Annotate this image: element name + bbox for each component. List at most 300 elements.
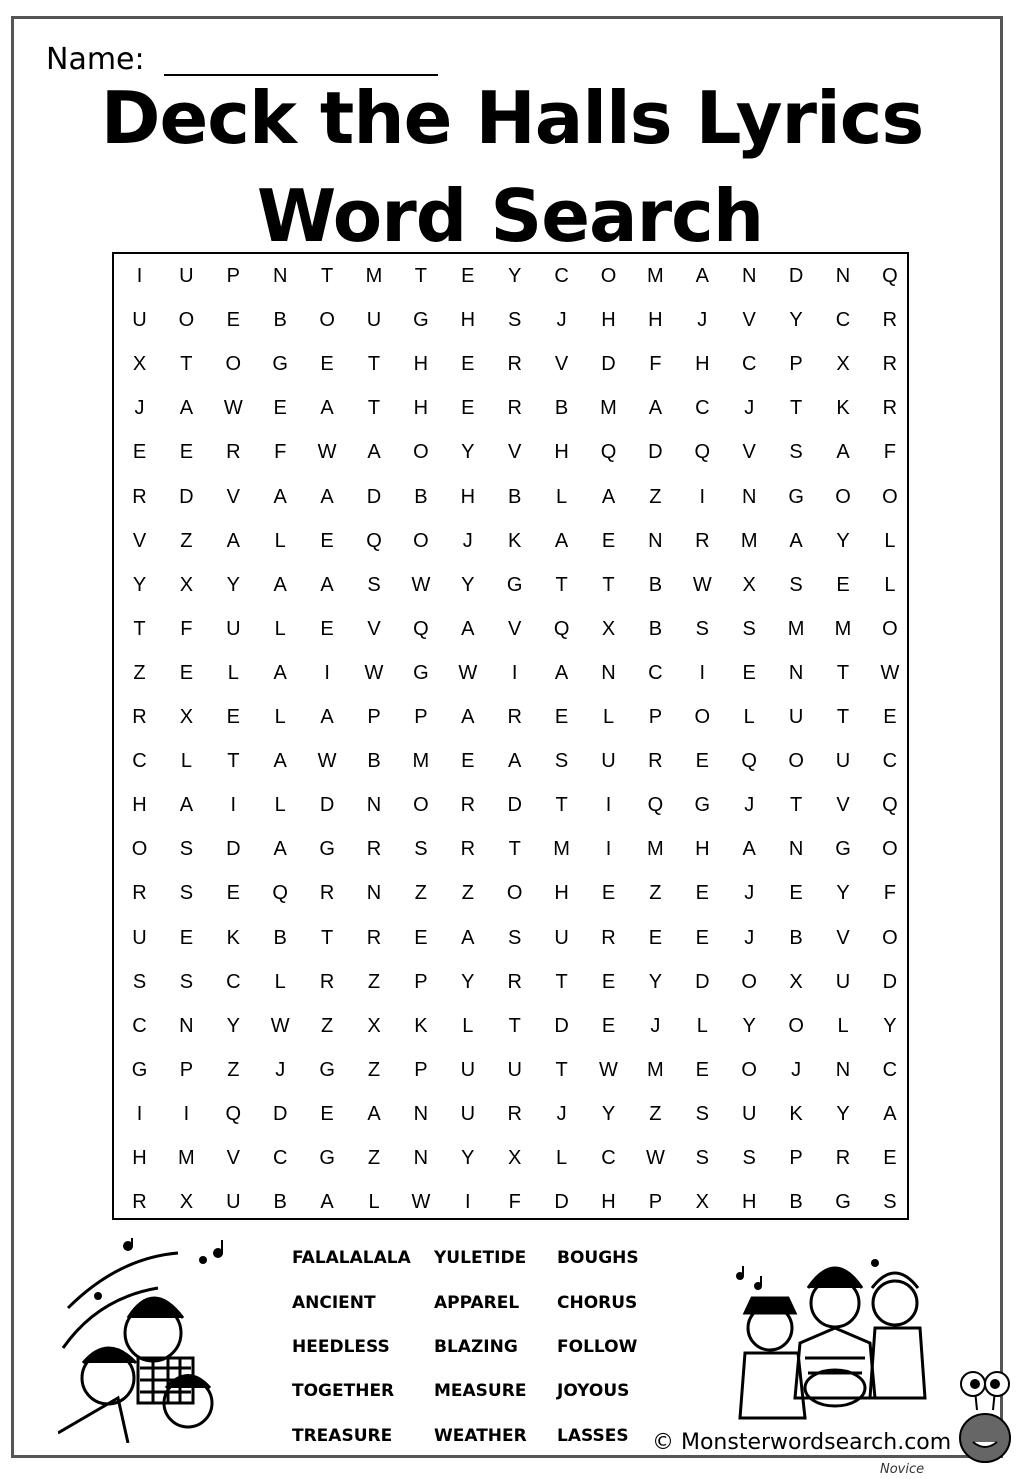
grid-letter: S [508,926,522,949]
grid-letter: W [411,1191,431,1214]
grid-letter: T [602,573,615,596]
word-list-item: LASSES [557,1426,629,1446]
grid-letter: L [462,1014,474,1037]
grid-letter: R [132,706,147,728]
grid-letter: J [744,794,755,817]
grid-letter: I [136,1102,143,1125]
grid-letter: V [226,485,240,508]
grid-letter: J [791,1058,802,1081]
grid-letter: G [131,1058,148,1081]
grid-letter: O [413,441,429,464]
grid-letter: D [366,485,382,508]
grid-letter: U [366,309,382,332]
grid-letter: L [274,617,286,640]
grid-letter: B [554,397,569,420]
grid-letter: Y [461,573,475,596]
grid-letter: O [506,882,523,905]
grid-letter: J [697,309,708,332]
grid-letter: U [226,1191,241,1214]
grid-letter: G [319,1147,335,1169]
copyright-footer: © Monsterwordsearch.com [652,1430,952,1455]
grid-letter: Z [133,661,146,684]
grid-letter: O [600,265,617,287]
grid-letter: J [462,529,473,552]
grid-letter: U [601,750,616,773]
grid-letter: U [132,926,147,949]
grid-letter: Q [882,265,898,287]
grid-letter: O [835,485,851,508]
grid-letter: P [414,970,428,993]
grid-letter: M [740,529,758,552]
grid-letter: D [788,265,804,287]
grid-letter: B [367,750,381,773]
grid-letter: Q [366,529,382,552]
grid-letter: I [605,794,612,817]
grid-letter: D [272,1102,288,1125]
grid-letter: N [788,661,804,684]
grid-letter: Y [836,529,850,552]
grid-letter: P [789,353,803,376]
grid-letter: E [695,882,709,905]
grid-letter: B [648,617,663,640]
grid-letter: L [837,1014,849,1037]
grid-letter: H [460,309,476,332]
grid-letter: O [788,750,804,773]
grid-letter: L [556,1147,568,1169]
grid-letter: S [695,617,709,640]
grid-letter: Y [648,970,663,993]
grid-letter: R [226,441,241,464]
grid-letter: Z [180,529,193,552]
grid-letter: B [508,485,522,508]
grid-letter: J [275,1058,286,1081]
grid-letter: Q [882,794,898,817]
grid-letter: L [884,529,896,552]
grid-letter: E [320,353,334,376]
grid-letter: O [225,353,242,376]
grid-letter: U [507,1058,522,1081]
grid-letter: R [882,353,898,376]
grid-letter: O [788,1014,804,1037]
grid-letter: N [788,838,804,861]
grid-letter: A [273,573,287,596]
grid-letter: T [320,926,334,949]
grid-letter: U [741,1102,757,1125]
grid-letter: J [744,882,755,905]
grid-letter: A [836,441,850,464]
grid-letter: A [367,1102,381,1125]
grid-letter: M [412,750,430,773]
grid-letter: K [226,926,240,949]
grid-letter: U [226,617,241,640]
grid-letter: J [556,309,567,332]
grid-letter: J [744,397,755,420]
grid-letter: A [508,750,522,773]
grid-letter: Y [836,882,850,905]
grid-letter: E [601,970,616,993]
grid-letter: X [789,970,803,993]
grid-letter: X [695,1191,709,1214]
grid-letter: T [836,661,850,684]
grid-letter: F [883,882,896,905]
grid-letter: U [788,706,804,728]
grid-letter: S [554,750,569,773]
grid-letter: V [742,441,756,464]
word-list-item: TREASURE [292,1426,393,1446]
grid-letter: Y [461,1147,475,1169]
grid-letter: E [695,750,709,773]
grid-letter: A [273,838,287,861]
grid-letter: K [414,1014,428,1037]
grid-letter: B [273,309,287,332]
grid-letter: Q [694,441,711,464]
grid-letter: S [789,573,803,596]
grid-letter: C [882,750,898,773]
grid-letter: M [647,838,664,861]
grid-letter: I [136,265,143,287]
grid-letter: Y [132,573,147,596]
grid-letter: H [132,1147,147,1169]
grid-letter: A [695,265,709,287]
grid-letter: Y [508,265,522,287]
grid-letter: S [179,970,194,993]
grid-letter: Y [601,1102,616,1125]
grid-letter: T [555,970,568,993]
grid-letter: Y [461,970,475,993]
word-list-item: BOUGHS [557,1248,639,1268]
grid-letter: N [648,529,663,552]
grid-letter: L [274,970,286,993]
grid-letter: A [554,661,569,684]
grid-letter: W [364,661,384,684]
grid-letter: T [789,397,803,420]
grid-letter: Z [227,1058,240,1081]
grid-letter: S [508,309,522,332]
grid-letter: E [601,1014,616,1037]
grid-letter: G [694,794,711,817]
grid-letter: C [132,1014,147,1037]
grid-letter: D [648,441,663,464]
grid-letter: U [132,309,147,332]
name-label: Name: [46,42,145,77]
grid-letter: E [226,706,240,728]
difficulty-level: Novice [880,1462,925,1477]
grid-letter: Z [649,485,662,508]
grid-letter: S [132,970,147,993]
grid-letter: D [319,794,335,817]
grid-letter: T [320,265,334,287]
grid-letter: A [320,397,334,420]
grid-letter: C [226,970,241,993]
grid-letter: N [741,485,757,508]
grid-letter: R [319,882,335,905]
grid-letter: E [461,265,475,287]
grid-letter: X [742,573,756,596]
grid-letter: A [273,485,287,508]
grid-letter: Y [789,309,803,332]
grid-letter: P [414,706,428,728]
grid-letter: X [836,353,850,376]
carolers-left-illustration [58,1238,233,1443]
grid-letter: N [413,1102,429,1125]
word-list-item: CHORUS [557,1293,638,1313]
grid-letter: E [601,529,616,552]
grid-letter: Y [742,1014,756,1037]
grid-letter: O [741,1058,757,1081]
word-list-item: FALALALALA [292,1248,411,1268]
grid-letter: I [699,485,706,508]
grid-letter: M [553,838,570,861]
grid-letter: T [555,794,568,817]
grid-letter: L [743,706,755,728]
grid-letter: A [883,1102,897,1125]
grid-letter: R [648,750,663,773]
grid-letter: Y [836,1102,850,1125]
grid-letter: L [180,750,192,773]
grid-letter: B [414,485,428,508]
grid-letter: R [882,309,898,332]
grid-letter: Q [600,441,617,464]
grid-letter: M [365,265,383,287]
grid-letter: V [554,353,569,376]
grid-letter: H [648,309,663,332]
word-list-item: WEATHER [434,1426,527,1446]
grid-letter: D [554,1014,569,1037]
grid-letter: L [274,794,286,817]
grid-letter: Q [225,1102,242,1125]
grid-letter: W [599,1058,618,1081]
grid-letter: K [836,397,850,420]
grid-letter: U [835,750,851,773]
grid-letter: R [132,1191,147,1214]
grid-letter: O [882,926,898,949]
grid-letter: Q [647,794,664,817]
grid-letter: B [273,926,287,949]
grid-letter: G [319,838,335,861]
grid-letter: A [226,529,240,552]
word-list-item: ANCIENT [292,1293,376,1313]
grid-letter: T [508,1014,521,1037]
grid-letter: C [835,309,851,332]
grid-letter: A [320,1191,334,1214]
grid-letter: P [648,706,663,728]
grid-letter: C [132,750,147,773]
grid-letter: O [882,617,898,640]
grid-letter: D [554,1191,569,1214]
grid-letter: Q [413,617,429,640]
grid-letter: X [508,1147,522,1169]
grid-letter: G [835,1191,851,1214]
grid-letter: S [742,617,756,640]
grid-letter: Y [226,573,240,596]
grid-letter: O [694,706,711,728]
grid-letter: E [320,617,334,640]
grid-letter: D [179,485,194,508]
grid-letter: C [648,661,663,684]
grid-letter: G [319,1058,335,1081]
monster-mascot-icon [955,1368,1015,1463]
grid-letter: V [367,617,381,640]
grid-letter: D [601,353,616,376]
grid-letter: Q [553,617,570,640]
grid-letter: B [789,1191,803,1214]
grid-letter: O [319,309,335,332]
word-list-item: BLAZING [434,1337,518,1357]
grid-letter: G [413,661,429,684]
grid-letter: W [270,1014,290,1037]
grid-letter: X [132,353,147,376]
grid-letter: R [601,926,616,949]
grid-letter: A [742,838,756,861]
grid-letter: X [179,706,194,728]
grid-letter: N [835,1058,851,1081]
grid-letter: P [367,706,381,728]
grid-letter: L [227,661,239,684]
grid-letter: M [647,1058,664,1081]
grid-letter: S [883,1191,897,1214]
grid-letter: P [179,1058,194,1081]
grid-letter: S [695,1147,709,1169]
grid-letter: J [556,1102,567,1125]
grid-letter: T [555,573,568,596]
grid-letter: G [272,353,288,376]
grid-letter: D [507,794,522,817]
grid-letter: V [742,309,756,332]
word-list-item: HEEDLESS [292,1337,390,1357]
grid-letter: E [320,1102,334,1125]
grid-letter: T [508,838,521,861]
grid-letter: M [647,265,664,287]
grid-letter: F [883,441,896,464]
grid-letter: S [179,838,194,861]
grid-letter: S [789,441,803,464]
grid-letter: T [414,265,427,287]
grid-letter: A [601,485,616,508]
grid-letter: H [413,353,429,376]
grid-letter: T [180,353,193,376]
grid-letter: H [413,397,429,420]
grid-letter: C [882,1058,898,1081]
grid-letter: Z [461,882,474,905]
grid-letter: U [460,1058,476,1081]
grid-letter: W [223,397,243,420]
grid-letter: R [507,1102,522,1125]
grid-letter: X [367,1014,381,1037]
grid-letter: Y [226,1014,240,1037]
grid-letter: R [835,1147,851,1169]
grid-letter: I [183,1102,190,1125]
grid-letter: H [554,882,569,905]
grid-letter: U [460,1102,476,1125]
grid-letter: Y [883,1014,897,1037]
grid-letter: Z [367,1147,381,1169]
grid-letter: F [508,1191,521,1214]
grid-letter: Z [649,1102,662,1125]
grid-letter: I [230,794,237,817]
grid-letter: I [605,838,612,861]
grid-letter: T [133,617,146,640]
grid-letter: V [508,617,522,640]
grid-letter: N [179,1014,194,1037]
grid-letter: T [555,1058,568,1081]
grid-letter: E [883,1147,897,1169]
grid-letter: B [273,1191,287,1214]
letter-grid [112,252,909,1220]
word-list-item: FOLLOW [557,1337,638,1357]
grid-letter: H [741,1191,757,1214]
grid-letter: R [695,529,710,552]
grid-letter: R [507,397,522,420]
grid-letter: H [132,794,147,817]
grid-letter: O [131,838,148,861]
grid-letter: A [648,397,663,420]
grid-letter: H [460,485,476,508]
grid-letter: V [132,529,147,552]
grid-letter: E [461,750,475,773]
grid-letter: I [324,661,330,684]
grid-letter: W [880,661,900,684]
grid-letter: N [366,882,382,905]
grid-letter: E [179,926,194,949]
grid-letter: K [789,1102,803,1125]
grid-letter: E [789,882,803,905]
grid-letter: V [836,794,850,817]
grid-letter: E [179,661,194,684]
grid-letter: P [414,1058,428,1081]
grid-letter: T [367,397,381,420]
grid-letter: E [836,573,850,596]
grid-letter: V [508,441,522,464]
grid-letter: A [461,617,475,640]
grid-letter: N [741,265,757,287]
grid-letter: A [320,485,334,508]
grid-letter: V [836,926,850,949]
grid-letter: R [366,926,382,949]
grid-letter: E [226,309,240,332]
grid-letter: R [319,970,335,993]
grid-letter: H [554,441,569,464]
grid-letter: A [320,573,334,596]
grid-letter: L [368,1191,380,1214]
grid-letter: E [320,529,334,552]
grid-letter: N [835,265,851,287]
grid-letter: W [692,573,712,596]
grid-letter: P [226,265,240,287]
grid-letter: E [695,1058,709,1081]
grid-letter: D [695,970,710,993]
grid-letter: G [413,309,429,332]
grid-letter: T [367,353,381,376]
grid-letter: E [461,353,475,376]
grid-letter: X [601,617,616,640]
grid-letter: J [650,1014,661,1037]
grid-letter: P [789,1147,803,1169]
grid-letter: R [507,970,522,993]
word-list-item: JOYOUS [557,1381,630,1401]
grid-letter: A [273,661,287,684]
grid-letter: D [226,838,241,861]
grid-letter: N [272,265,288,287]
carolers-right-illustration [730,1248,930,1423]
grid-letter: S [414,838,428,861]
grid-letter: E [601,882,616,905]
grid-letter: P [648,1191,663,1214]
grid-letter: U [179,265,194,287]
grid-letter: R [507,706,522,728]
grid-letter: E [883,706,897,728]
grid-letter: J [134,397,145,420]
grid-letter: M [787,617,805,640]
